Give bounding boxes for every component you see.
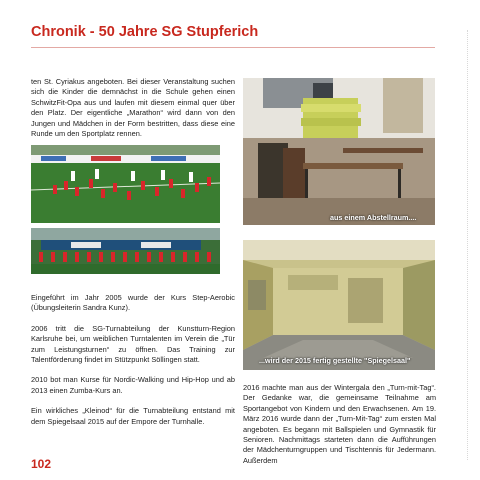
left-column-body <box>31 293 235 427</box>
page-number: 102 <box>31 457 52 471</box>
photo-storage-room <box>243 78 435 225</box>
paragraph-nordic-walking: 2010 bot man Kurse für Nordic-Walking und Hip-Hop und ab 2013 einen Zumba-Kurs an. <box>31 375 235 395</box>
page-edge-guides <box>467 30 474 460</box>
caption-storage-room: aus einem Abstellraum.... <box>330 213 417 222</box>
paragraph-marathon: ten St. Cyriakus angeboten. Bei dieser Veranstaltung suchen sich die Kinder die demnächst in die Schule gehen einen SchwitzFit-Opa aus und laufen mit diesem einmal quer über den Platz. Der eigentliche „Marathon“ wird dann von den Jungen und Mädchen in der Form bestritten, dass diese eine Runde um den Sportplatz rennen. <box>31 77 235 139</box>
right-column-body <box>243 383 436 466</box>
photo-mirror-hall <box>243 240 435 370</box>
paragraph-spiegelsaal: Ein wirkliches „Kleinod“ für die Turnabteilung entstand mit dem Spiegelsaal 2015 auf der Empore der Turnhalle. <box>31 406 235 426</box>
paragraph-step-aerobic: Eingeführt im Jahr 2005 wurde der Kurs Step-Aerobic (Übungsleiterin Sandra Kunz). <box>31 293 235 313</box>
caption-mirror-hall: ...wird der 2015 fertig gestellte "Spiegelsaal" <box>259 356 411 365</box>
left-column-intro <box>31 77 235 139</box>
paragraph-kunstturn: 2006 tritt die SG-Turnabteilung der Kunstturn-Region Karlsruhe bei, um weiblichen Turntalenten im Verein die „Tür zum Leistungsturnen“ zu öffnen. Das Training zur Talentförderung findet im Stützpunkt Söllingen statt. <box>31 323 235 365</box>
photo-banner-group <box>31 228 220 274</box>
page-title: Chronik - 50 Jahre SG Stupferich <box>31 24 259 40</box>
paragraph-turn-mit-tag: 2016 machte man aus der Wintergala den „Turn-mit-Tag“. Der Gedanke war, die gemeinsame Teilnahme am Sportangebot von Kindern und den Erwachsenen. Am 19. März 2016 wurde dann der „Turn-Mit-Tag“ zum ersten Mal angeboten. Es begann mit Ballspielen und Gymnastik für Senioren. Nachmittags starteten dann die Aufführungen der Mädchenturngruppen und Tischtennis für Jedermann. Außerdem <box>243 383 436 465</box>
title-rule <box>31 47 435 48</box>
photo-sportsfield <box>31 145 220 223</box>
